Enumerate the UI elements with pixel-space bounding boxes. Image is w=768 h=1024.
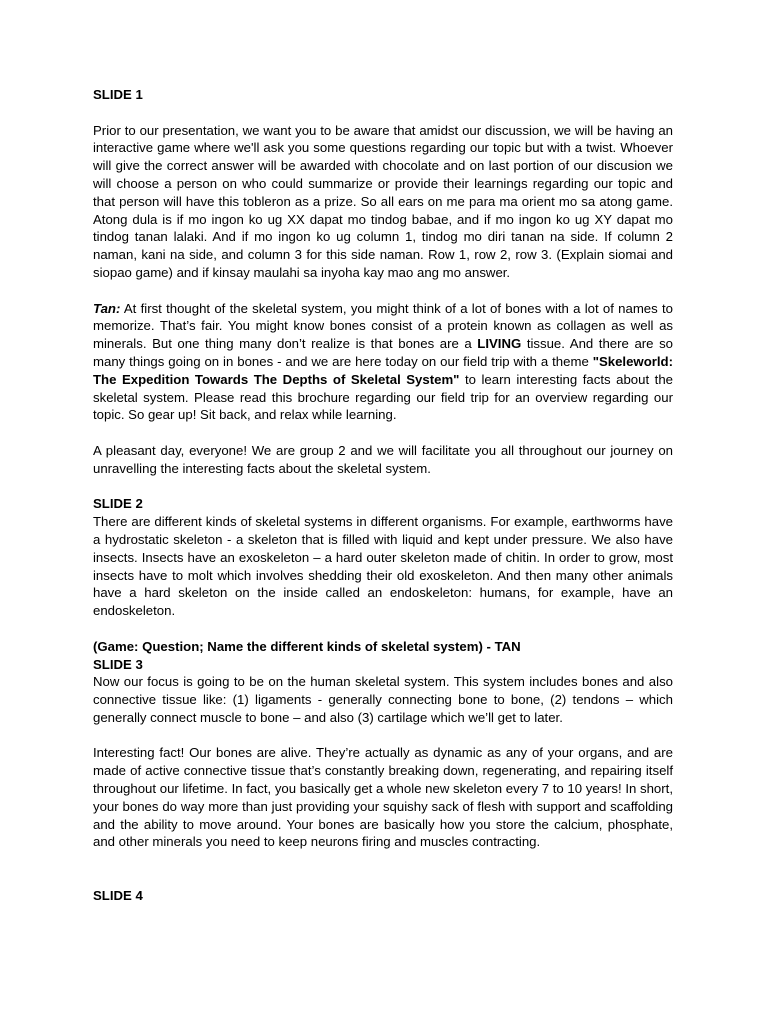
- slide-1-heading: SLIDE 1: [93, 87, 143, 102]
- tan-text-part-1: At first thought of the skeletal system, you might think of a lot of bones with a lot of names to memorize. That’s fair. You might know bones consist of a protein known as collagen as well as minerals. But one thing many don’t realize is that bones are a: [93, 300, 673, 352]
- slide-3-heading: SLIDE 3: [93, 656, 143, 672]
- spacer: [93, 104, 673, 122]
- living-emphasis: LIVING: [477, 336, 522, 352]
- slide-2-body-paragraph: There are different kinds of skeletal systems in different organisms. For example, earthworms have a hydrostatic skeleton - a skeleton that is filled with liquid and kept under pressure. We also have insects. Insects have an exoskeleton – a hard outer skeleton made of chitin. In order to grow, most insects have to molt which involves shedding their old exoskeleton. And then many other animals have a hard skeleton on the inside called an endoskeleton: humans, for example, have an endoskeleton.: [93, 514, 673, 619]
- spacer: [93, 727, 673, 745]
- spacer: [93, 620, 673, 638]
- slide-2-heading: SLIDE 2: [93, 496, 143, 512]
- tan-text-part-3: to learn interesting facts about the skeletal system. Please read this brochure regarding our field trip for an overview regarding our topic. So gear up! Sit back, and relax while learning.: [93, 371, 673, 423]
- slide-4-heading: SLIDE 4: [93, 887, 143, 903]
- slide-1-tan-paragraph: [93, 300, 673, 425]
- speaker-label-tan: Tan:: [93, 300, 121, 316]
- spacer: [93, 424, 673, 442]
- slide-2-game-note: (Game: Question; Name the different kinds of skeletal system) - TAN: [93, 638, 521, 654]
- slide-3-body-paragraph-2: Interesting fact! Our bones are alive. They’re actually as dynamic as any of your organs, and are made of active connective tissue that’s constantly breaking down, regenerating, and repairing itself throughout our lifetime. In fact, you basically get a whole new skeleton every 7 to 10 years! In short, your bones do way more than just providing your squishy sack of flesh with support and scaffolding and the ability to move around. Your bones are basically how you store the calcium, phosphate, and other minerals you need to keep neurons firing and muscles contracting.: [93, 745, 673, 850]
- slide-3-body-paragraph-1: Now our focus is going to be on the human skeletal system. This system includes bones and also connective tissue like: (1) ligaments - generally connecting bone to bone, (2) tendons – which generally connect muscle to bone – and also (3) cartilage which we’ll get to later.: [93, 674, 673, 725]
- field-trip-theme: "Skeleworld: The Expedition Towards The Depths of Skeletal System": [93, 353, 673, 387]
- document-page: [93, 86, 673, 905]
- spacer: [93, 851, 673, 887]
- spacer: [93, 478, 673, 496]
- spacer: [93, 282, 673, 300]
- slide-1-greeting-paragraph: A pleasant day, everyone! We are group 2 and we will facilitate you all throughout our journey on unravelling the interesting facts about the skeletal system.: [93, 442, 673, 476]
- tan-text-part-2: tissue. And there are so many things going on in bones - and we are here today on our field trip with a theme: [93, 336, 673, 369]
- slide-1-intro-paragraph: Prior to our presentation, we want you to be aware that amidst our discussion, we will be having an interactive game where we'll ask you some questions regarding our topic but with a twist. Whoever will give the correct answer will be awarded with chocolate and on last portion of our discusion we will choose a person on who could summarize or provide their learnings regarding our topic and that person will have this tobleron as a prize. So all ears on me para ma orient mo sa atong game. Atong dula is if mo ingon ko ug XX dapat mo tindog babae, and if mo ingon ko ug XY dapat mo tindog tanan lalaki. And if mo ingon ko ug column 1, tindog mo diri tanan na side. If column 2 naman, kani na side, and column 3 for this side naman. Row 1, row 2, row 3. (Explain siomai and siopao game) and if kinsay maulahi sa inyoha kay mao ang mo answer.: [93, 122, 673, 280]
